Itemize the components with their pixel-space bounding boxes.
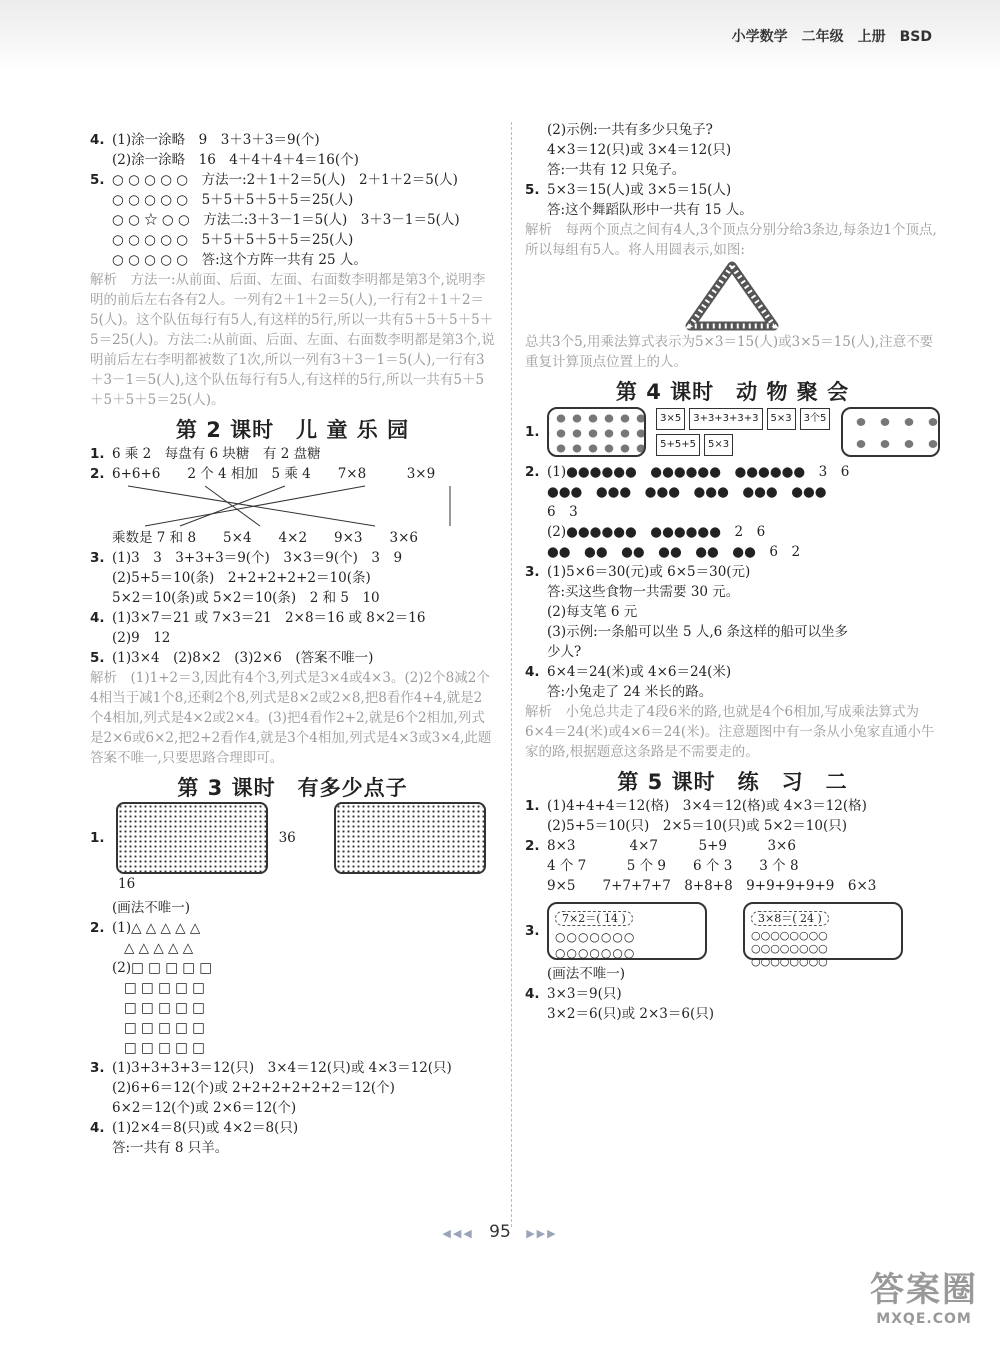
answer-line bbox=[90, 1118, 495, 1138]
answer-text: (2)●●●●●● ●●●●●● 2 6 bbox=[547, 524, 766, 540]
answer-text: 答:小兔走了 24 米长的路。 bbox=[547, 684, 713, 700]
question-number: 2. bbox=[525, 838, 540, 854]
answer-text: (1)3×4 (2)8×2 (3)2×6 (答案不唯一) bbox=[112, 650, 374, 666]
answer-line: △ △ △ △ △ bbox=[124, 940, 194, 956]
groups-box bbox=[841, 407, 940, 457]
label-card: 5+5+5 bbox=[656, 434, 700, 456]
answer-text: 少人? bbox=[547, 644, 582, 660]
square-row: □ □ □ □ □ bbox=[124, 980, 205, 996]
label-card: 3+3+3+3+3 bbox=[689, 408, 762, 430]
label-card: 5×3 bbox=[704, 434, 733, 456]
answer-text: (2)6+6＝12(个)或 2+2+2+2+2+2＝12(个) bbox=[112, 1080, 395, 1096]
answer-line bbox=[525, 462, 940, 482]
matching-lines-figure bbox=[110, 484, 490, 528]
label-card: 3×5 bbox=[656, 408, 685, 430]
answer-line bbox=[90, 588, 495, 608]
dot-grid-figure bbox=[116, 802, 268, 874]
answer-text: 答:买这些食物一共需要 30 元。 bbox=[547, 584, 740, 600]
triangle-figure bbox=[525, 260, 940, 332]
answer-text: ○ ○ ○ ○ ○ 5＋5＋5＋5＋5＝25(人) bbox=[112, 232, 354, 248]
answer-text: ●●● ●●● ●●● ●●● ●●● ●●● bbox=[547, 484, 827, 500]
question-number: 5. bbox=[90, 172, 105, 188]
question-number: 4. bbox=[90, 132, 105, 148]
answer-text: 6×4＝24(米)或 4×6＝24(米) bbox=[547, 664, 732, 680]
answer-line bbox=[525, 662, 940, 682]
question-number: 5. bbox=[525, 182, 540, 198]
label-cards bbox=[654, 406, 833, 458]
q3-figure-row: 3. 7×2＝( 14 ) ○○○○○○○ ○○○○○○○ 3×8＝( 24 ) ○○○○○○○○ ○○○○○○○○ ○○○○○○○○ bbox=[525, 902, 940, 960]
answer-text: (1)2×4＝8(只)或 4×2＝8(只) bbox=[112, 1120, 299, 1136]
answer-line bbox=[525, 582, 940, 602]
answer-line bbox=[90, 150, 495, 170]
section-title-3: 第 3 课时 有多少点子 bbox=[177, 776, 408, 800]
answer-box: 3×8＝( 24 ) ○○○○○○○○ ○○○○○○○○ ○○○○○○○○ bbox=[743, 902, 903, 960]
dot-count: 16 bbox=[118, 876, 136, 892]
answer-line bbox=[525, 542, 940, 562]
answer-text: (1)●●●●●● ●●●●●● ●●●●●● 3 6 bbox=[547, 464, 850, 480]
note: (画法不唯一) bbox=[112, 900, 191, 916]
answer-box: 7×2＝( 14 ) ○○○○○○○ ○○○○○○○ bbox=[547, 902, 707, 960]
answer-line bbox=[90, 250, 495, 270]
answer-line bbox=[90, 190, 495, 210]
answer-line bbox=[525, 160, 940, 180]
answer-text: (1)3+3+3+3＝12(只) 3×4＝12(只)或 4×3＝12(只) bbox=[112, 1060, 452, 1076]
answer-text: (2)5+5＝10(只) 2×5＝10(只)或 5×2＝10(只) bbox=[547, 818, 848, 834]
label-card: 5×3 bbox=[767, 408, 796, 430]
section-title-5: 第 5 课时 练 习 二 bbox=[617, 770, 848, 794]
answer-line bbox=[525, 502, 940, 522]
answer-line bbox=[525, 522, 940, 542]
question-number: 5. bbox=[90, 650, 105, 666]
dot-count: 36 bbox=[278, 829, 296, 846]
page-number: 95 bbox=[489, 1222, 511, 1242]
question-number: 4. bbox=[90, 1120, 105, 1136]
note: (画法不唯一) bbox=[547, 966, 626, 982]
section-title-4: 第 4 课时 动 物 聚 会 bbox=[615, 380, 850, 404]
answer-text: 4×3＝12(只)或 3×4＝12(只) bbox=[547, 142, 732, 158]
question-number: 2. bbox=[525, 464, 540, 480]
answer-line bbox=[525, 180, 940, 200]
answer-line bbox=[90, 230, 495, 250]
right-sec5-answers bbox=[525, 796, 940, 896]
square-row: □ □ □ □ □ bbox=[124, 1040, 205, 1056]
square-row: □ □ □ □ □ bbox=[124, 1020, 205, 1036]
question-number: 4. bbox=[90, 610, 105, 626]
right-answers-a bbox=[525, 120, 940, 220]
triangle-shape bbox=[690, 266, 774, 326]
question-number: 1. bbox=[525, 798, 540, 814]
match-line bbox=[180, 486, 285, 526]
dots-box bbox=[547, 407, 646, 457]
answer-line: 2. 6+6+6 2 个 4 相加 5 乘 4 7×8 3×9 bbox=[90, 466, 436, 482]
answer-line bbox=[525, 796, 940, 816]
question-number: 3. bbox=[90, 1060, 105, 1076]
answer-text: 5×3＝15(人)或 3×5＝15(人) bbox=[547, 182, 732, 198]
right-sec4-answers bbox=[525, 462, 940, 702]
answer-text: ○ ○ ○ ○ ○ 答:这个方阵一共有 25 人。 bbox=[112, 252, 367, 268]
left-column bbox=[90, 130, 495, 1158]
answer-line bbox=[90, 548, 495, 568]
answer-line bbox=[525, 1004, 940, 1024]
answer-text: 答:一共有 12 只兔子。 bbox=[547, 162, 686, 178]
answer-line bbox=[525, 856, 940, 876]
answer-text: 6×2＝12(个)或 2×6＝12(个) bbox=[112, 1100, 297, 1116]
answer-line: 乘数是 7 和 8 5×4 4×2 9×3 3×6 bbox=[112, 530, 419, 546]
square-rows bbox=[90, 978, 495, 1058]
answer-line bbox=[90, 568, 495, 588]
answer-line bbox=[525, 140, 940, 160]
answer-text: (1)涂一涂略 9 3＋3＋3＝9(个) bbox=[112, 132, 320, 148]
answer-line bbox=[525, 602, 940, 622]
answer-line bbox=[525, 622, 940, 642]
answer-line bbox=[90, 130, 495, 150]
answer-line: 2. (1)△ △ △ △ △ bbox=[90, 920, 201, 936]
analysis-text: 总共3个5,用乘法算式表示为5×3＝15(人)或3×5＝15(人),注意不要重复计算顶点位置上的人。 bbox=[525, 334, 934, 370]
question-number: 4. bbox=[525, 986, 540, 1002]
answer-line bbox=[525, 836, 940, 856]
answer-line bbox=[525, 682, 940, 702]
watermark-url: MXQE.COM bbox=[876, 1311, 972, 1327]
left-answers-a bbox=[90, 130, 495, 270]
answer-line bbox=[90, 628, 495, 648]
answer-text: 答:这个舞蹈队形中一共有 15 人。 bbox=[547, 202, 753, 218]
label-card: 3个5 bbox=[800, 408, 831, 430]
answer-text: 3×2＝6(只)或 2×3＝6(只) bbox=[547, 1006, 715, 1022]
answer-line: 1. 6 乘 2 每盘有 6 块糖 有 2 盘糖 bbox=[90, 446, 321, 462]
answer-text: (2)每支笔 6 元 bbox=[547, 604, 638, 620]
answer-text: (1)4+4+4＝12(格) 3×4＝12(格)或 4×3＝12(格) bbox=[547, 798, 867, 814]
match-line bbox=[145, 486, 365, 526]
question-number: 3. bbox=[90, 550, 105, 566]
answer-text: 8×3 4×7 5+9 3×6 bbox=[547, 838, 796, 854]
answer-text: (1)3 3 3+3+3＝9(个) 3×3＝9(个) 3 9 bbox=[112, 550, 403, 566]
answer-text: (2)5+5＝10(条) 2+2+2+2+2＝10(条) bbox=[112, 570, 371, 586]
right-q4-answers bbox=[525, 984, 940, 1024]
answer-line bbox=[90, 170, 495, 190]
analysis-text: 解析 (1)1+2＝3,因此有4个3,列式是3×4或4×3。(2)2个8减2个4相当于减1个8,还剩2个8,列式是8×2或2×8,把8看作4+4,就是2个4相加,列式是4×2或2×4。(3)把4看作2+2,就是6个2相加,列式是2×6或6×2,把2+2看作4,就是3个4相加,列式是4×3或3×4,此题答案不唯一,只要思路合理即可。 bbox=[90, 670, 492, 766]
left-sec3-answers bbox=[90, 1058, 495, 1158]
left-sec2-answers bbox=[90, 548, 495, 668]
dot-figure-row: 1. 36 16 bbox=[90, 802, 495, 894]
analysis-text: 解析 每两个顶点之间有4人,3个顶点分别分给3条边,每条边1个顶点,所以每组有5人。将人用圆表示,如图: bbox=[525, 222, 937, 258]
answer-text: 9×5 7+7+7+7 8+8+8 9+9+9+9+9 6×3 bbox=[547, 878, 877, 894]
answer-line bbox=[90, 1138, 495, 1158]
answer-text: ○ ○ ○ ○ ○ 方法一:2＋1＋2＝5(人) 2＋1＋2＝5(人) bbox=[112, 172, 458, 188]
analysis-text: 解析 方法一:从前面、后面、左面、右面数李明都是第3个,说明李明的前后左右各有2人。一列有2＋1＋2＝5(人),一行有2＋1＋2＝5(人)。这个队伍每行有5人,有这样的5行,所以一共有5＋5＋5＋5＋5＝25(人)。方法二:从前面、后面、左面、右面数李明都是第3个,说明前后左右李明都被数了1次,所以一列有3＋3－1＝5(人),一行有3＋3－1＝5(人),这个队伍每行有5人,有这样的5行,所以一共有5＋5＋5＋5＋5＝25(人)。 bbox=[90, 272, 495, 408]
answer-text: 答:一共有 8 只羊。 bbox=[112, 1140, 229, 1156]
answer-line bbox=[90, 1058, 495, 1078]
question-number: 3. bbox=[525, 564, 540, 580]
answer-text: 5×2＝10(条)或 5×2＝10(条) 2 和 5 10 bbox=[112, 590, 380, 606]
prev-arrows-icon: ◀◀◀ bbox=[442, 1227, 474, 1240]
header-title: 小学数学 二年级 上册 BSD bbox=[731, 29, 932, 45]
answer-line bbox=[525, 120, 940, 140]
section-title-2: 第 2 课时 儿 童 乐 园 bbox=[175, 418, 410, 442]
answer-text: ●● ●● ●● ●● ●● ●● 6 2 bbox=[547, 544, 801, 560]
page-footer bbox=[0, 1222, 1000, 1242]
triangle-dots bbox=[690, 266, 774, 326]
answer-line bbox=[90, 1098, 495, 1118]
answer-text: (2)涂一涂略 16 4＋4＋4＋4＝16(个) bbox=[112, 152, 359, 168]
answer-line bbox=[525, 816, 940, 836]
answer-line bbox=[90, 210, 495, 230]
answer-line bbox=[525, 562, 940, 582]
equation-label: 7×2＝( 14 ) bbox=[555, 911, 633, 926]
answer-line bbox=[525, 876, 940, 896]
answer-text: (2)示例:一共有多少只兔子? bbox=[547, 122, 713, 138]
answer-line bbox=[525, 482, 940, 502]
answer-text: 3×3＝9(只) bbox=[547, 986, 622, 1002]
question-number: 4. bbox=[525, 664, 540, 680]
answer-text: (3)示例:一条船可以坐 5 人,6 条这样的船可以坐多 bbox=[547, 624, 849, 640]
column-divider bbox=[511, 122, 512, 1227]
answer-text: ○ ○ ○ ○ ○ 5＋5＋5＋5＋5＝25(人) bbox=[112, 192, 354, 208]
answer-text: (2)9 12 bbox=[112, 630, 171, 646]
answer-line bbox=[525, 642, 940, 662]
watermark-logo bbox=[870, 1262, 978, 1327]
answer-text: ○ ○ ☆ ○ ○ 方法二:3＋3－1＝5(人) 3＋3－1＝5(人) bbox=[112, 212, 460, 228]
watermark-text: 答案圈 bbox=[870, 1270, 978, 1310]
right-column bbox=[525, 120, 940, 1024]
answer-line bbox=[90, 648, 495, 668]
answer-text: 4 个 7 5 个 9 6 个 3 3 个 8 bbox=[547, 858, 799, 874]
answer-line bbox=[90, 1078, 495, 1098]
dot-grid-figure bbox=[334, 802, 486, 874]
answer-text: (1)5×6＝30(元)或 6×5＝30(元) bbox=[547, 564, 751, 580]
equation-label: 3×8＝( 24 ) bbox=[751, 911, 829, 926]
analysis-text: 解析 小兔总共走了4段6米的路,也就是4个6相加,写成乘法算式为6×4＝24(米)或4×6＝24(米)。注意题图中有一条从小兔家直通小牛家的路,根据题意这条路是不需要走的。 bbox=[525, 704, 935, 760]
square-row: □ □ □ □ □ bbox=[124, 1000, 205, 1016]
answer-line: (2)□ □ □ □ □ bbox=[112, 960, 213, 976]
answer-line bbox=[90, 608, 495, 628]
next-arrows-icon: ▶▶▶ bbox=[526, 1227, 558, 1240]
answer-text: 6 3 bbox=[547, 504, 578, 520]
answer-line bbox=[525, 984, 940, 1004]
animal-match-figure: 1. 3×5 3+3+3+3+3 5×3 3个5 5+5+5 5×3 bbox=[525, 406, 940, 458]
answer-line bbox=[525, 200, 940, 220]
answer-text: (1)3×7＝21 或 7×3＝21 2×8＝16 或 8×2＝16 bbox=[112, 610, 426, 626]
